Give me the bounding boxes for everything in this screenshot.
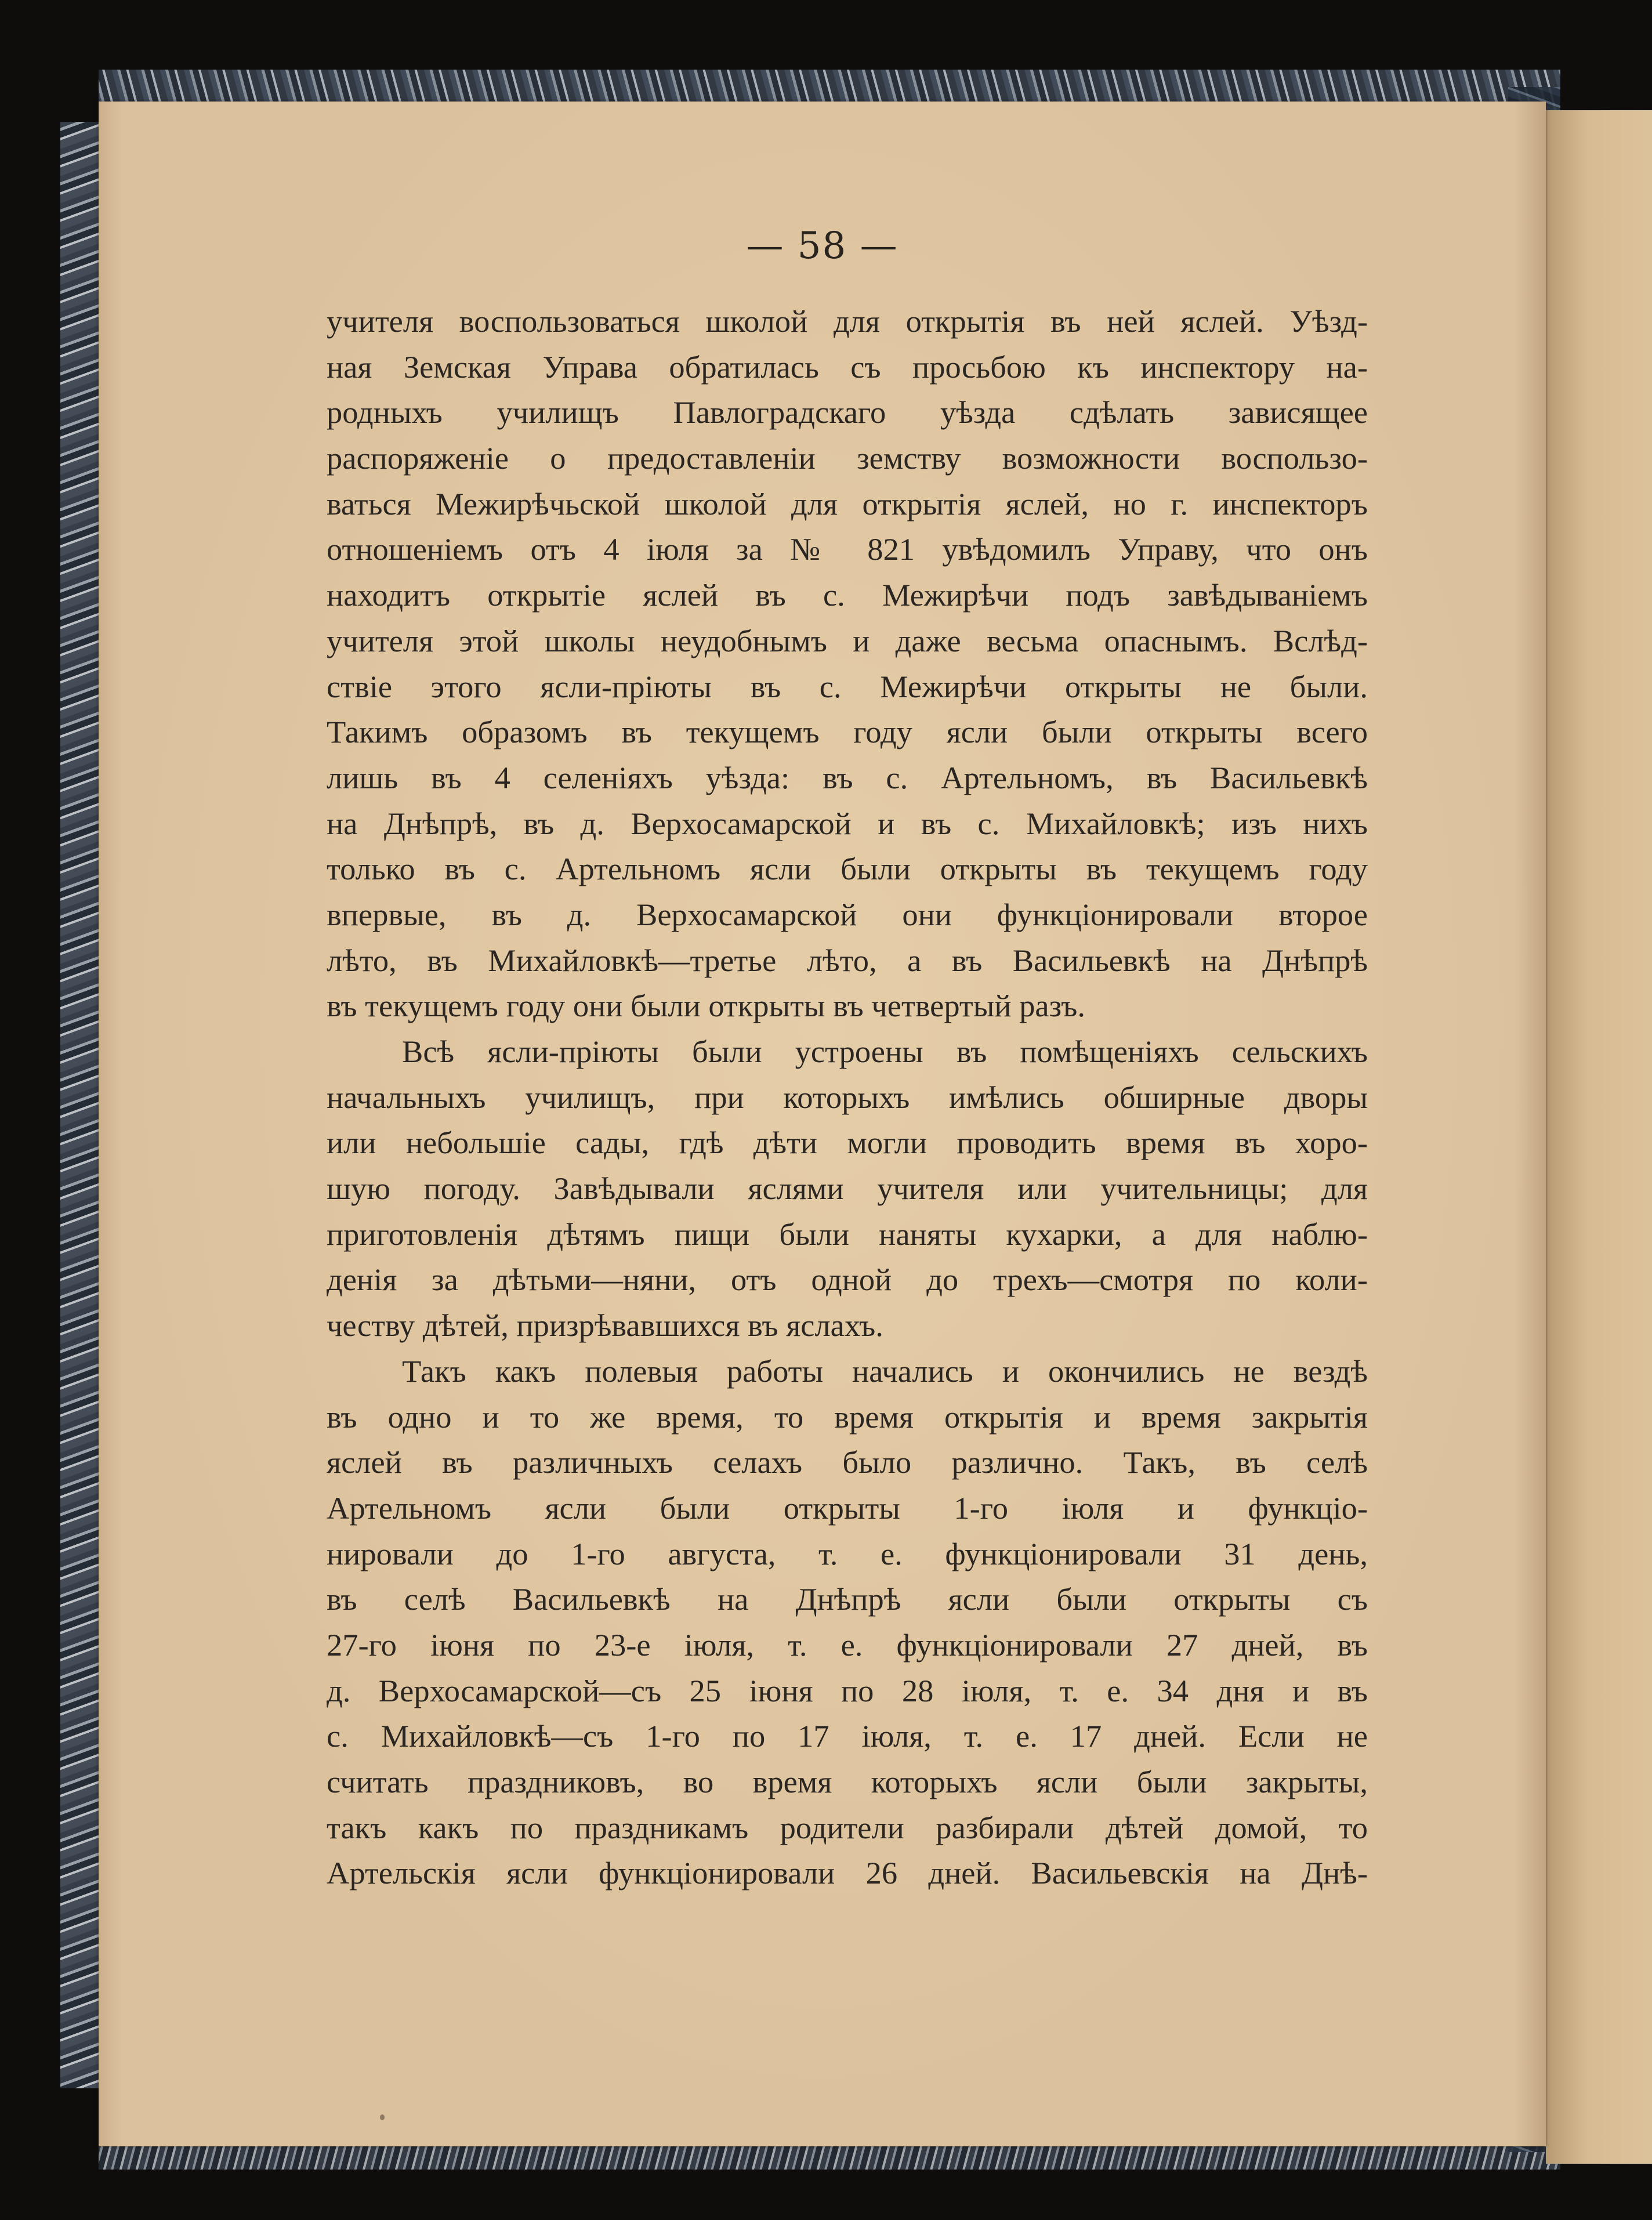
text-line: ная Земская Управа обратилась съ просьбою къ инспектору на- xyxy=(327,349,1368,385)
text-line: на Днѣпрѣ, въ д. Верхосамарской и въ с. Михайловкѣ; изъ нихъ xyxy=(327,805,1368,841)
text-line: въ текущемъ году они были открыты въ четвертый разъ. xyxy=(327,988,1085,1024)
page-text xyxy=(327,299,1368,1896)
page-number: — 58 — xyxy=(746,224,899,267)
adjacent-page-edge xyxy=(1546,110,1652,2164)
text-line: или небольшіе сады, гдѣ дѣти могли проводить время въ хоро- xyxy=(327,1125,1368,1161)
text-line: учителя воспользоваться школой для открытія въ ней яслей. Уѣзд- xyxy=(327,303,1368,339)
paper-speck xyxy=(380,2114,385,2120)
text-line: нировали до 1-го августа, т. е. функціонировали 31 день, xyxy=(327,1535,1368,1571)
paragraph-first-line: Всѣ ясли-пріюты были устроены въ помѣщеніяхъ сельскихъ xyxy=(402,1034,1368,1069)
marbled-cover-left xyxy=(60,122,101,2088)
text-line: ствіе этого ясли-пріюты въ с. Межирѣчи открыты не были. xyxy=(327,668,1368,704)
text-line: денія за дѣтьми—няни, отъ одной до трехъ—смотря по коли- xyxy=(327,1262,1368,1298)
text-line: ваться Межирѣчьской школой для открытія яслей, но г. инспекторъ xyxy=(327,486,1368,521)
text-line: такъ какъ по праздникамъ родители разбирали дѣтей домой, то xyxy=(327,1809,1368,1845)
text-line: находитъ открытіе яслей въ с. Межирѣчи подъ завѣдываніемъ xyxy=(327,577,1368,613)
text-line: 27-го іюня по 23-е іюля, т. е. функціонировали 27 дней, въ xyxy=(327,1627,1368,1663)
text-line: родныхъ училищъ Павлоградскаго уѣзда сдѣлать зависящее xyxy=(327,394,1368,430)
text-line: только въ с. Артельномъ ясли были открыты въ текущемъ году xyxy=(327,851,1368,887)
text-line: начальныхъ училищъ, при которыхъ имѣлись обширные дворы xyxy=(327,1079,1368,1115)
text-line: отношеніемъ отъ 4 іюля за № 821 увѣдомилъ Управу, что онъ xyxy=(327,531,1368,567)
text-line: приготовленія дѣтямъ пищи были наняты кухарки, а для наблю- xyxy=(327,1216,1368,1252)
text-line: считать праздниковъ, во время которыхъ ясли были закрыты, xyxy=(327,1764,1368,1799)
text-line: Такимъ образомъ въ текущемъ году ясли были открыты всего xyxy=(327,714,1368,750)
text-line: въ селѣ Васильевкѣ на Днѣпрѣ ясли были открыты съ xyxy=(327,1581,1368,1617)
text-line: яслей въ различныхъ селахъ было различно. Такъ, въ селѣ xyxy=(327,1444,1368,1480)
text-line: распоряженіе о предоставленіи земству возможности воспользо- xyxy=(327,440,1368,476)
text-line: с. Михайловкѣ—съ 1-го по 17 іюля, т. е. 17 дней. Если не xyxy=(327,1718,1368,1754)
text-line: Артельномъ ясли были открыты 1-го іюля и функціо- xyxy=(327,1490,1368,1526)
text-line: учителя этой школы неудобнымъ и даже весьма опаснымъ. Вслѣд- xyxy=(327,622,1368,658)
text-line: въ одно и то же время, то время открытія и время закрытія xyxy=(327,1399,1368,1435)
text-line: честву дѣтей, призрѣвавшихся въ яслахъ. xyxy=(327,1308,883,1343)
book-page xyxy=(99,102,1546,2146)
text-line: шую погоду. Завѣдывали яслями учителя или учительницы; для xyxy=(327,1171,1368,1207)
text-line: лишь въ 4 селеніяхъ уѣзда: въ с. Артельномъ, въ Васильевкѣ xyxy=(327,759,1368,795)
text-line: Артельскія ясли функціонировали 26 дней. Васильевскія на Днѣ- xyxy=(327,1855,1368,1891)
text-line: впервые, въ д. Верхосамарской они функціонировали второе xyxy=(327,896,1368,932)
text-line: д. Верхосамарской—съ 25 іюня по 28 іюля, т. е. 34 дня и въ xyxy=(327,1672,1368,1708)
paragraph-first-line: Такъ какъ полевыя работы начались и окончились не вездѣ xyxy=(402,1353,1368,1389)
text-line: лѣто, въ Михайловкѣ—третье лѣто, а въ Васильевкѣ на Днѣпрѣ xyxy=(327,942,1368,978)
